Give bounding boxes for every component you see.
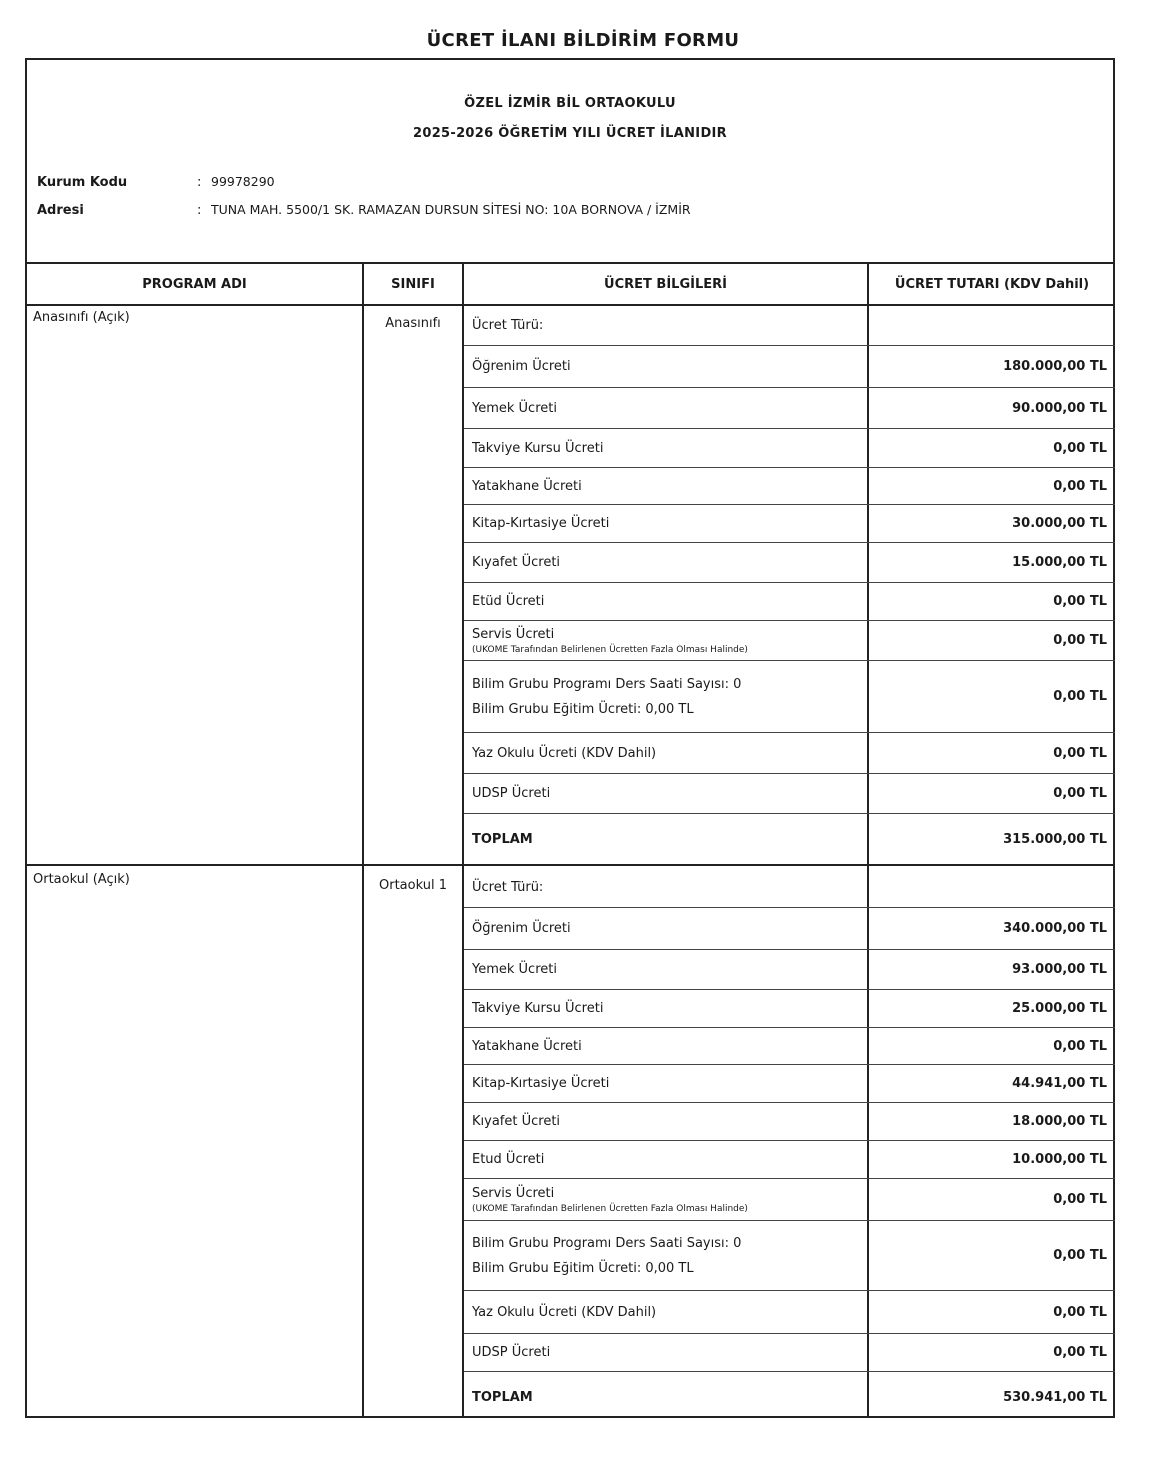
fee-row [464,543,1115,583]
address: TUNA MAH. 5500/1 SK. RAMAZAN DURSUN SİTESİ NO: 10A BORNOVA / İZMİR [211,202,691,217]
column-header-program: PROGRAM ADI [27,264,362,306]
fee-amount: 10.000,00 TL [1012,1152,1107,1167]
fee-label [472,505,867,542]
fee-amount: 340.000,00 TL [1003,921,1107,936]
fee-amount: 0,00 TL [1053,1248,1107,1263]
fee-label [472,1334,867,1371]
fee-row [464,1291,1115,1334]
fee-amount: 0,00 TL [1053,478,1107,494]
fee-row [464,621,1115,661]
fee-row [464,1103,1115,1141]
column-header-class: SINIFI [364,264,462,306]
fee-row [464,1141,1115,1179]
fee-label [472,908,867,949]
fee-note: (UKOME Tarafından Belirlenen Ücretten Fazla Olması Halinde) [472,1203,748,1214]
fee-amount: 0,00 TL [1053,1192,1107,1207]
fee-row [464,661,1115,733]
fee-amount: 530.941,00 TL [1003,1389,1107,1405]
fee-label [472,429,867,467]
fee-amount: 315.000,00 TL [1003,831,1107,847]
fee-label-text: Takviye Kursu Ücreti [472,440,604,456]
fee-label [472,990,867,1027]
fee-row [464,1334,1115,1372]
fee-label-text: Öğrenim Ücreti [472,921,571,936]
fee-label-text: Kıyafet Ücreti [472,555,561,570]
fee-label-text: Yemek Ücreti [472,962,557,977]
school-name: ÖZEL İZMİR BİL ORTAOKULU [464,96,676,111]
fee-label [472,733,867,773]
fee-label-text: Öğrenim Ücreti [472,359,571,374]
fee-row [464,774,1115,814]
program-name: Anasınıfı (Açık) [33,310,130,325]
fee-amount: 90.000,00 TL [1012,400,1107,416]
fee-label [472,661,867,732]
fee-label [472,1065,867,1102]
fee-amount: 0,00 TL [1053,745,1107,761]
fee-row [464,1065,1115,1103]
fee-row [464,950,1115,990]
fee-row [464,908,1115,950]
fee-amount: 0,00 TL [1053,1304,1107,1320]
fee-label [472,774,867,813]
class-name: Anasınıfı [385,316,441,331]
fee-row [464,1028,1115,1065]
fee-label-text: Yaz Okulu Ücreti (KDV Dahil) [472,1304,657,1320]
fee-amount: 0,00 TL [1053,633,1107,648]
institution-code-line: Kurum Kodu : 99978290 [37,174,275,190]
institution-code: 99978290 [211,174,275,189]
fee-label-text: Yaz Okulu Ücreti (KDV Dahil) [472,745,657,761]
column-header-fee-amount: ÜCRET TUTARI (KDV Dahil) [869,264,1115,306]
institution-code-label: Kurum Kodu [37,175,128,190]
fee-label [472,1141,867,1178]
address-line: Adresi : TUNA MAH. 5500/1 SK. RAMAZAN DURSUN SİTESİ NO: 10A BORNOVA / İZMİR [37,202,691,218]
header-block [27,60,1113,264]
fee-label [472,388,867,428]
fee-label-text: Kitap-Kırtasiye Ücreti [472,1076,610,1091]
fee-amount: 0,00 TL [1053,440,1107,456]
fee-label-text: TOPLAM [472,1389,533,1405]
fee-amount: 93.000,00 TL [1012,962,1107,977]
program-name: Ortaokul (Açık) [33,872,130,887]
fee-label-text: UDSP Ücreti [472,786,551,801]
fee-label [472,306,867,345]
fee-amount: 30.000,00 TL [1012,516,1107,531]
fee-label-text: Ücret Türü: [472,880,544,895]
fee-amount: 0,00 TL [1053,1345,1107,1360]
fee-label-text: Etud Ücreti [472,1152,545,1167]
fee-label-line2: Bilim Grubu Eğitim Ücreti: 0,00 TL [472,701,694,717]
fee-label-text: Ücret Türü: [472,318,544,333]
fee-note: (UKOME Tarafından Belirlenen Ücretten Fazla Olması Halinde) [472,644,748,655]
fee-label-text: TOPLAM [472,831,533,847]
address-label: Adresi [37,203,84,218]
fee-label [472,950,867,989]
fee-row [464,583,1115,621]
fee-amount: 0,00 TL [1053,1038,1107,1054]
fee-label-text: Yatakhane Ücreti [472,1038,582,1054]
fee-row [464,868,1115,908]
class-name: Ortaokul 1 [379,878,447,893]
form-frame [25,58,1115,1418]
total-row [464,814,1115,864]
fee-label [472,468,867,504]
fee-label-text: Bilim Grubu Programı Ders Saati Sayısı: 0 [472,676,742,692]
fee-label-text: UDSP Ücreti [472,1345,551,1360]
fee-label-text: Servis Ücreti [472,626,555,642]
fee-row [464,1221,1115,1291]
fee-row [464,505,1115,543]
fee-amount: 180.000,00 TL [1003,359,1107,374]
fee-label [472,1221,867,1290]
fee-amount: 25.000,00 TL [1012,1001,1107,1016]
fee-row [464,468,1115,505]
fee-row [464,306,1115,346]
fee-label-text: Yatakhane Ücreti [472,478,582,494]
form-title: ÜCRET İLANI BİLDİRİM FORMU [426,30,740,51]
divider [362,264,364,1418]
fee-label [472,543,867,582]
fee-row [464,429,1115,468]
fee-label [472,583,867,620]
fee-label [472,621,867,660]
fee-amount: 15.000,00 TL [1012,555,1107,570]
section-divider [27,864,1113,866]
total-row [464,1372,1115,1422]
fee-label [472,868,867,907]
fee-amount: 0,00 TL [1053,689,1107,704]
fee-row [464,733,1115,774]
fee-label [472,1179,867,1220]
fee-row [464,1179,1115,1221]
column-header-fee-info: ÜCRET BİLGİLERİ [464,264,867,306]
fee-label [472,1028,867,1064]
fee-label [472,1372,867,1422]
fee-label-text: Kitap-Kırtasiye Ücreti [472,516,610,531]
fee-row [464,346,1115,388]
fee-label-text: Takviye Kursu Ücreti [472,1001,604,1016]
fee-label-text: Bilim Grubu Programı Ders Saati Sayısı: 0 [472,1235,742,1251]
fee-label [472,1291,867,1333]
fee-label-text: Servis Ücreti [472,1185,555,1201]
fee-amount: 0,00 TL [1053,594,1107,609]
fee-label-text: Yemek Ücreti [472,400,557,416]
fee-label-line2: Bilim Grubu Eğitim Ücreti: 0,00 TL [472,1260,694,1276]
fee-label-text: Etüd Ücreti [472,594,545,609]
fee-label [472,346,867,387]
fee-label-text: Kıyafet Ücreti [472,1114,561,1129]
fee-label [472,1103,867,1140]
fee-row [464,388,1115,429]
fee-row [464,990,1115,1028]
fee-amount: 18.000,00 TL [1012,1114,1107,1129]
fee-label [472,814,867,864]
fee-amount: 0,00 TL [1053,786,1107,801]
fee-amount: 44.941,00 TL [1012,1076,1107,1091]
year-title: 2025-2026 ÖĞRETİM YILI ÜCRET İLANIDIR [413,126,727,141]
